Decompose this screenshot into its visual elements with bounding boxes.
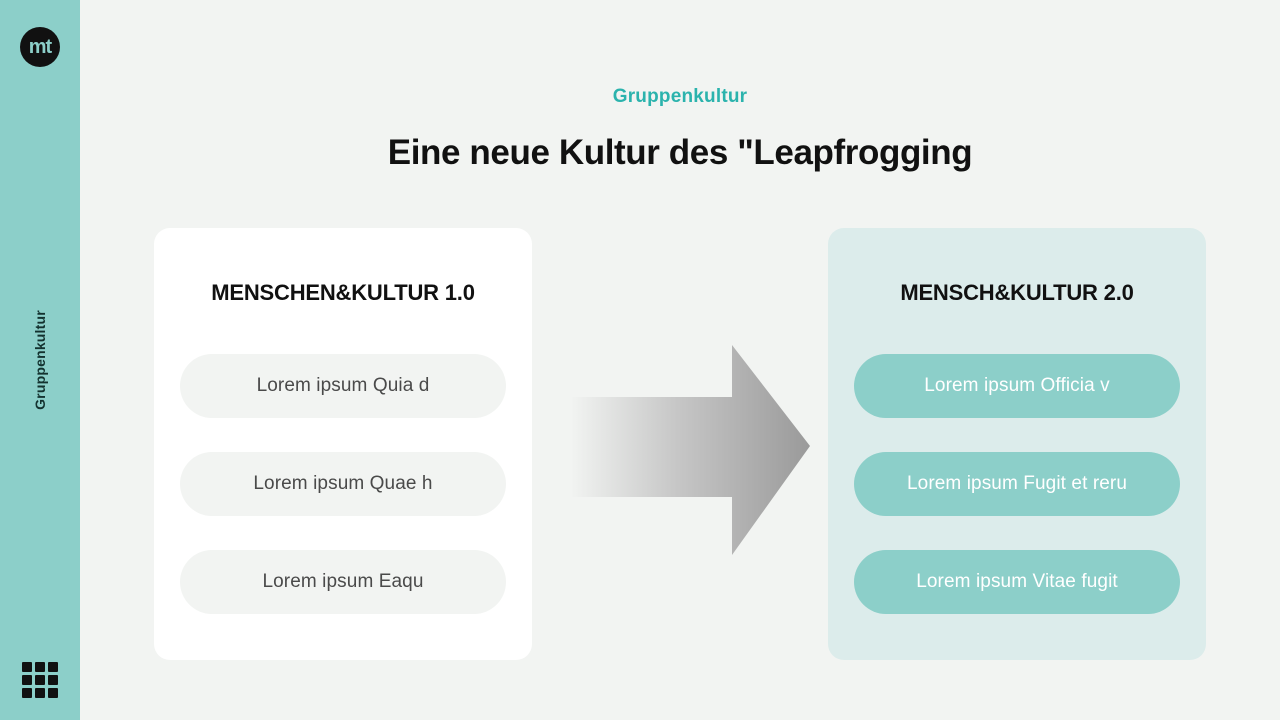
list-item: Lorem ipsum Quia d bbox=[180, 354, 506, 418]
rail-section-label: Gruppenkultur bbox=[32, 310, 48, 410]
panel-before bbox=[154, 228, 532, 660]
list-item: Lorem ipsum Fugit et reru bbox=[854, 452, 1180, 516]
list-item: Lorem ipsum Vitae fugit bbox=[854, 550, 1180, 614]
page-title: Eine neue Kultur des "Leapfrogging bbox=[387, 133, 973, 172]
eyebrow-label: Gruppenkultur bbox=[612, 86, 748, 107]
left-rail bbox=[0, 0, 80, 720]
panel-before-heading: MENSCHEN&KULTUR 1.0 bbox=[211, 280, 475, 305]
grid-icon bbox=[22, 662, 58, 698]
list-item: Lorem ipsum Officia v bbox=[854, 354, 1180, 418]
brand-logo: mt bbox=[20, 27, 60, 67]
list-item: Lorem ipsum Quae h bbox=[180, 452, 506, 516]
panel-after bbox=[828, 228, 1206, 660]
list-item: Lorem ipsum Eaqu bbox=[180, 550, 506, 614]
panel-after-heading: MENSCH&KULTUR 2.0 bbox=[900, 280, 1134, 305]
right-arrow-icon bbox=[570, 345, 810, 555]
